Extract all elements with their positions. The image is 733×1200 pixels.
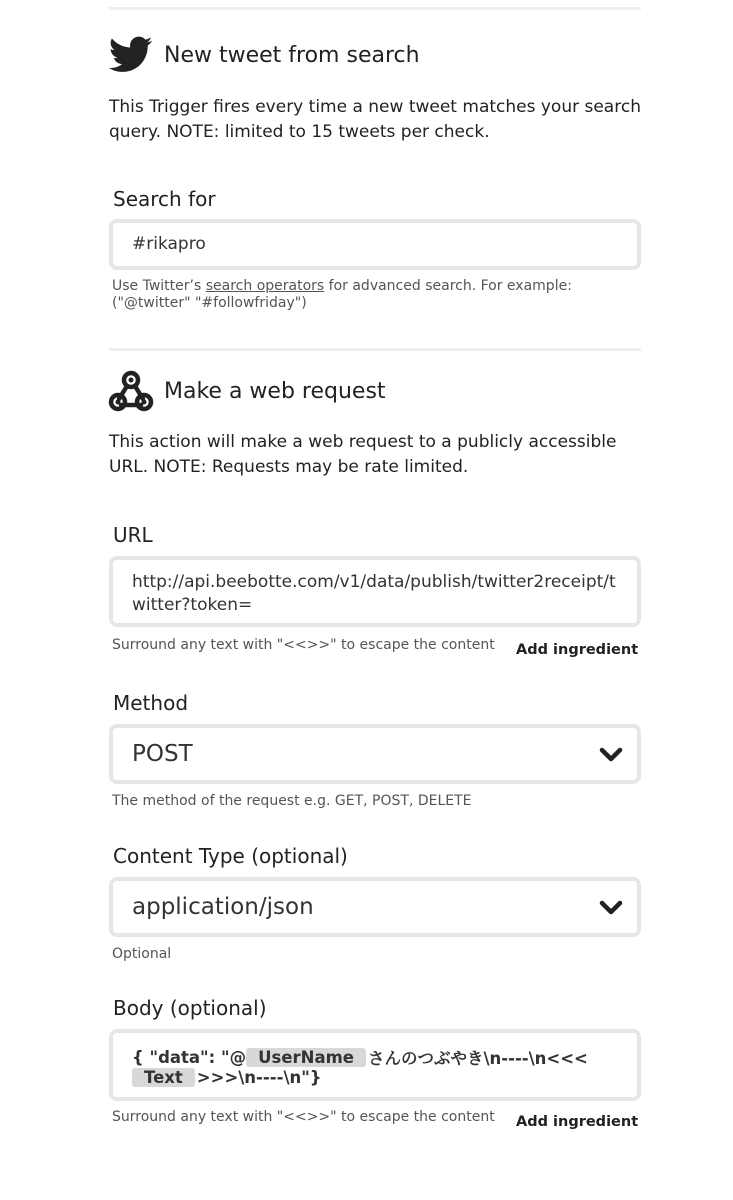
method-select-value: POST <box>132 741 193 767</box>
body-line1-prefix: { "data": "@ <box>132 1047 247 1067</box>
search-for-label: Search for <box>113 187 216 211</box>
method-help-text: The method of the request e.g. GET, POST, DELETE <box>112 793 472 809</box>
ingredient-chip-username[interactable]: UserName <box>246 1048 366 1067</box>
trigger-title: New tweet from search <box>164 42 420 68</box>
action-title: Make a web request <box>164 378 386 404</box>
body-line2-suffix: >>>\n----\n"} <box>196 1068 322 1087</box>
body-line1-suffix: さんのつぶやき\n----\n<<< <box>367 1049 588 1068</box>
body-help-text: Surround any text with "<<>>" to escape the content <box>112 1109 495 1125</box>
search-help-prefix: Use Twitter’s <box>112 278 206 294</box>
twitter-bird-icon <box>108 32 154 78</box>
method-label: Method <box>113 691 189 715</box>
action-header <box>108 368 386 414</box>
url-input[interactable] <box>109 556 641 627</box>
content-type-help-text: Optional <box>112 946 172 962</box>
action-description: This action will make a web request to a publicly accessible URL. NOTE: Requests may be rate limited. <box>109 432 617 477</box>
search-input-value: #rikapro <box>132 234 206 254</box>
content-type-select-value: application/json <box>132 894 314 920</box>
body-add-ingredient-button[interactable]: Add ingredient <box>516 1114 639 1130</box>
url-line-1: http://api.beebotte.com/v1/data/publish/twitter2receipt/t <box>132 572 616 592</box>
url-help-text: Surround any text with "<<>>" to escape the content <box>112 637 495 653</box>
body-label: Body (optional) <box>113 996 267 1020</box>
content-type-select[interactable] <box>109 877 641 937</box>
search-input[interactable] <box>109 219 641 270</box>
section-divider <box>109 348 641 351</box>
search-help-suffix: for advanced search. For example: ("@twitter" "#followfriday") <box>112 278 572 311</box>
body-input[interactable] <box>109 1029 641 1101</box>
top-divider <box>109 7 641 10</box>
chevron-down-icon <box>599 747 623 763</box>
webhooks-icon <box>108 368 154 414</box>
method-select[interactable] <box>109 724 641 784</box>
search-operators-link[interactable]: search operators <box>205 278 325 294</box>
body-line-1 <box>132 1045 588 1069</box>
ingredient-chip-text[interactable]: Text <box>132 1068 195 1087</box>
url-add-ingredient-button[interactable]: Add ingredient <box>516 642 639 658</box>
url-label: URL <box>113 523 153 547</box>
search-help-text <box>112 278 582 312</box>
chevron-down-icon <box>599 900 623 916</box>
trigger-header <box>108 32 420 78</box>
url-line-2: witter?token= <box>132 595 253 615</box>
content-type-label: Content Type (optional) <box>113 844 348 868</box>
body-line-2 <box>132 1068 322 1087</box>
trigger-description: This Trigger fires every time a new tweet matches your search query. NOTE: limited to 15 tweets per check. <box>109 97 641 142</box>
